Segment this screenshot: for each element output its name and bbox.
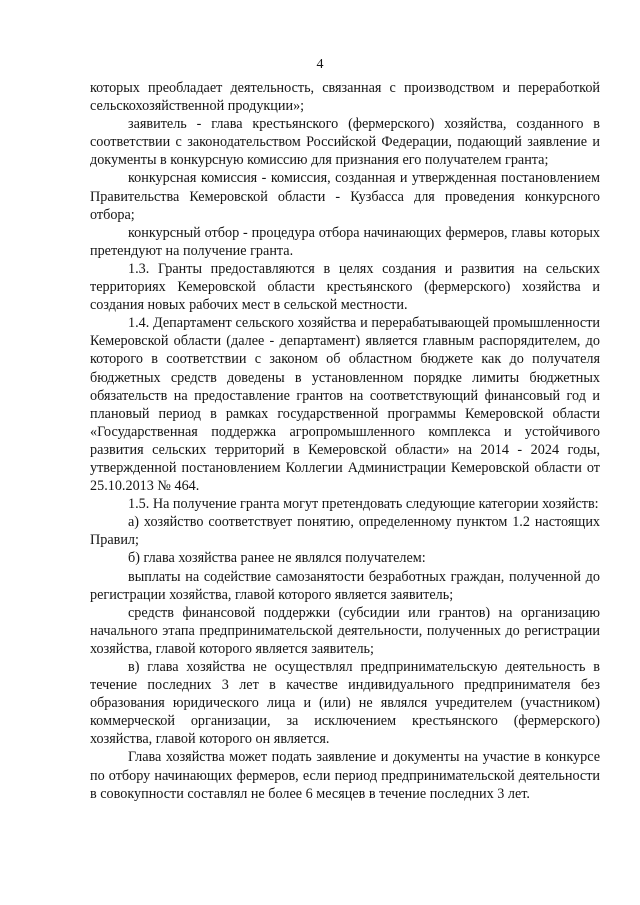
- paragraph-item-b-2: средств финансовой поддержки (субсидии или грантов) на организацию начального этапа предпринимательской деятельности, полученных до регистрации хозяйства, главой которого является заявитель;: [90, 604, 600, 657]
- paragraph-definition-commission: конкурсная комиссия - комиссия, созданная и утвержденная постановлением Правительства Кемеровской области - Кузбасса для проведения конкурсного отбора;: [90, 170, 600, 223]
- page-number: 4: [316, 57, 324, 72]
- paragraph-final: Глава хозяйства может подать заявление и документы на участие в конкурсе по отбору начинающих фермеров, если период предпринимательской деятельности в совокупности составлял не более 6 месяцев в течение последних 3 лет.: [90, 749, 600, 802]
- paragraph-definition-selection: конкурсный отбор - процедура отбора начинающих фермеров, главы которых претендуют на получение гранта.: [90, 224, 600, 259]
- paragraph-continuation: которых преобладает деятельность, связанная с производством и переработкой сельскохозяйственной продукции»;: [90, 80, 600, 115]
- paragraph-clause-1-4: 1.4. Департамент сельского хозяйства и перерабатывающей промышленности Кемеровской области (далее - департамент) является главным распорядителем, до которого в соответствии с законом об областном бюджете как до получателя бюджетных средств доведены в установленном порядке лимиты бюджетных обязательств на предоставление грантов на соответствующий финансовый год и плановый период в рамках государственной программы Кемеровской области «Государственная поддержка агропромышленного комплекса и устойчивого развития сельских территорий в Кемеровской области» на 2014 - 2024 годы, утвержденной постановлением Коллегии Администрации Кемеровской области от 25.10.2013 № 464.: [90, 315, 600, 495]
- paragraph-item-b: б) глава хозяйства ранее не являлся получателем:: [128, 550, 426, 567]
- paragraph-clause-1-5: 1.5. На получение гранта могут претендовать следующие категории хозяйств:: [128, 496, 599, 513]
- paragraph-definition-applicant: заявитель - глава крестьянского (фермерского) хозяйства, созданного в соответствии с законодательством Российской Федерации, подающий заявление и документы в конкурсную комиссию для признания его получателем гранта;: [90, 116, 600, 169]
- paragraph-item-c: в) глава хозяйства не осуществлял предпринимательскую деятельность в течение последних 3 лет в качестве индивидуального предпринимателя без образования юридического лица и (или) не являлся учредителем (участником) коммерческой организации, за исключением крестьянского (фермерского) хозяйства, главой которого он является.: [90, 659, 600, 748]
- paragraph-clause-1-3: 1.3. Гранты предоставляются в целях создания и развития на сельских территориях Кемеровской области крестьянского (фермерского) хозяйства и создания новых рабочих мест в сельской местности.: [90, 260, 600, 314]
- document-body: [90, 79, 600, 803]
- paragraph-item-a: а) хозяйство соответствует понятию, определенному пунктом 1.2 настоящих Правил;: [90, 514, 600, 549]
- paragraph-item-b-1: выплаты на содействие самозанятости безработных граждан, полученной до регистрации хозяйства, главой которого является заявитель;: [90, 568, 600, 603]
